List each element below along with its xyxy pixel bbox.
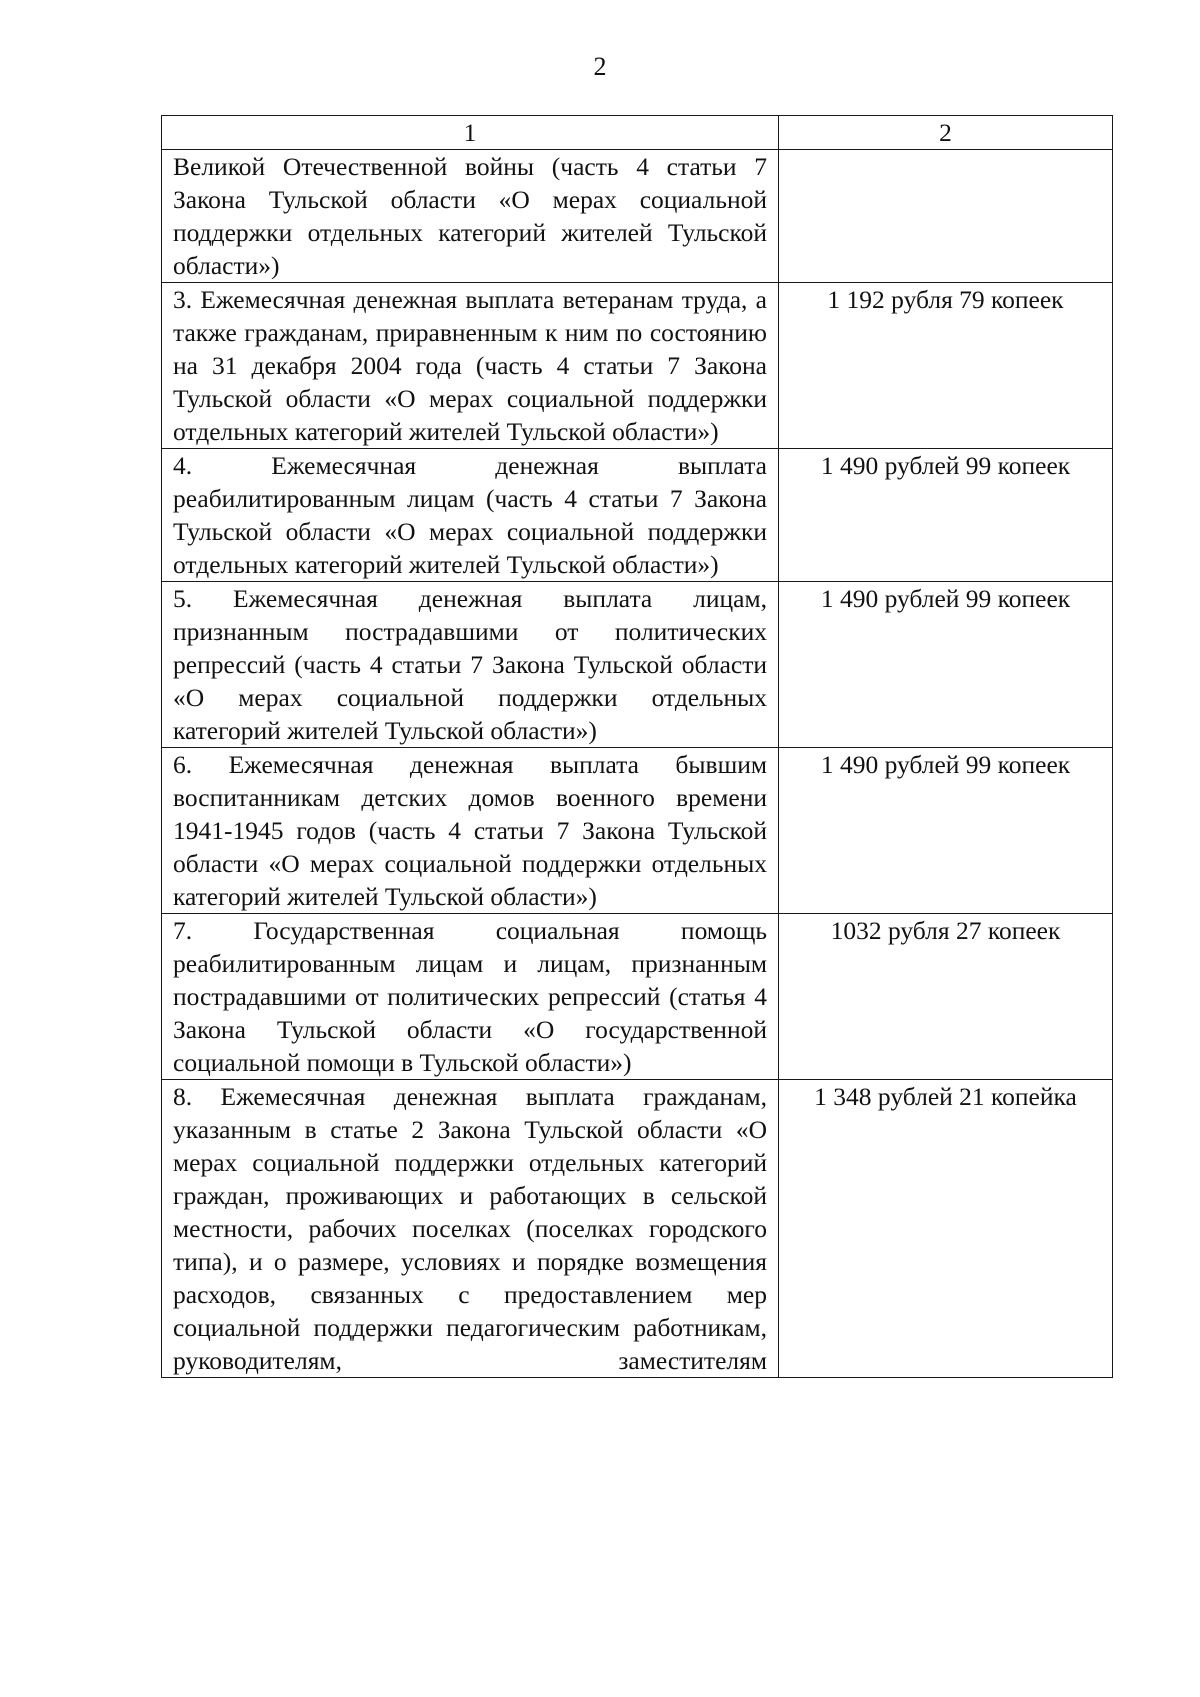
row-description: 5. Ежемесячная денежная выплата лицам, признанным пострадавшими от политических репрессий (часть 4 статьи 7 Закона Тульской области «О мерах социальной поддержки отдельных категорий жителей Тульской области») xyxy=(162,582,779,748)
table-row xyxy=(162,1080,1113,1378)
row-amount: 1 490 рублей 99 копеек xyxy=(779,582,1113,748)
column-header-2: 2 xyxy=(779,116,1113,150)
row-amount: 1032 рубля 27 копеек xyxy=(779,914,1113,1080)
row-amount: 1 192 рубля 79 копеек xyxy=(779,283,1113,449)
row-amount: 1 490 рублей 99 копеек xyxy=(779,449,1113,582)
row-description: 7. Государственная социальная помощь реабилитированным лицам и лицам, признанным пострадавшими от политических репрессий (статья 4 Закона Тульской области «О государственной социальной помощи в Тульской области») xyxy=(162,914,779,1080)
row-description: 6. Ежемесячная денежная выплата бывшим воспитанникам детских домов военного времени 1941-1945 годов (часть 4 статьи 7 Закона Тульской области «О мерах социальной поддержки отдельных категорий жителей Тульской области») xyxy=(162,748,779,914)
table-header-row xyxy=(162,116,1113,150)
table-row xyxy=(162,748,1113,914)
page-number: 2 xyxy=(593,52,607,81)
row-description: Великой Отечественной войны (часть 4 статьи 7 Закона Тульской области «О мерах социальной поддержки отдельных категорий жителей Тульской области») xyxy=(162,150,779,283)
payments-table xyxy=(161,115,1113,1378)
table-row xyxy=(162,150,1113,283)
column-header-1: 1 xyxy=(162,116,779,150)
table-row xyxy=(162,582,1113,748)
table-row xyxy=(162,914,1113,1080)
row-description: 4. Ежемесячная денежная выплата реабилитированным лицам (часть 4 статьи 7 Закона Тульской области «О мерах социальной поддержки отдельных категорий жителей Тульской области») xyxy=(162,449,779,582)
row-amount: 1 490 рублей 99 копеек xyxy=(779,748,1113,914)
table-row xyxy=(162,283,1113,449)
row-description: 8. Ежемесячная денежная выплата гражданам, указанным в статье 2 Закона Тульской области «О мерах социальной поддержки отдельных категорий граждан, проживающих и работающих в сельской местности, рабочих поселках (поселках городского типа), и о размере, условиях и порядке возмещения расходов, связанных с предоставлением мер социальной поддержки педагогическим работникам, руководителям, заместителям xyxy=(162,1080,779,1378)
row-amount: 1 348 рублей 21 копейка xyxy=(779,1080,1113,1378)
row-amount xyxy=(779,150,1113,283)
table-row xyxy=(162,449,1113,582)
row-description: 3. Ежемесячная денежная выплата ветеранам труда, а также гражданам, приравненным к ним по состоянию на 31 декабря 2004 года (часть 4 статьи 7 Закона Тульской области «О мерах социальной поддержки отдельных категорий жителей Тульской области») xyxy=(162,283,779,449)
